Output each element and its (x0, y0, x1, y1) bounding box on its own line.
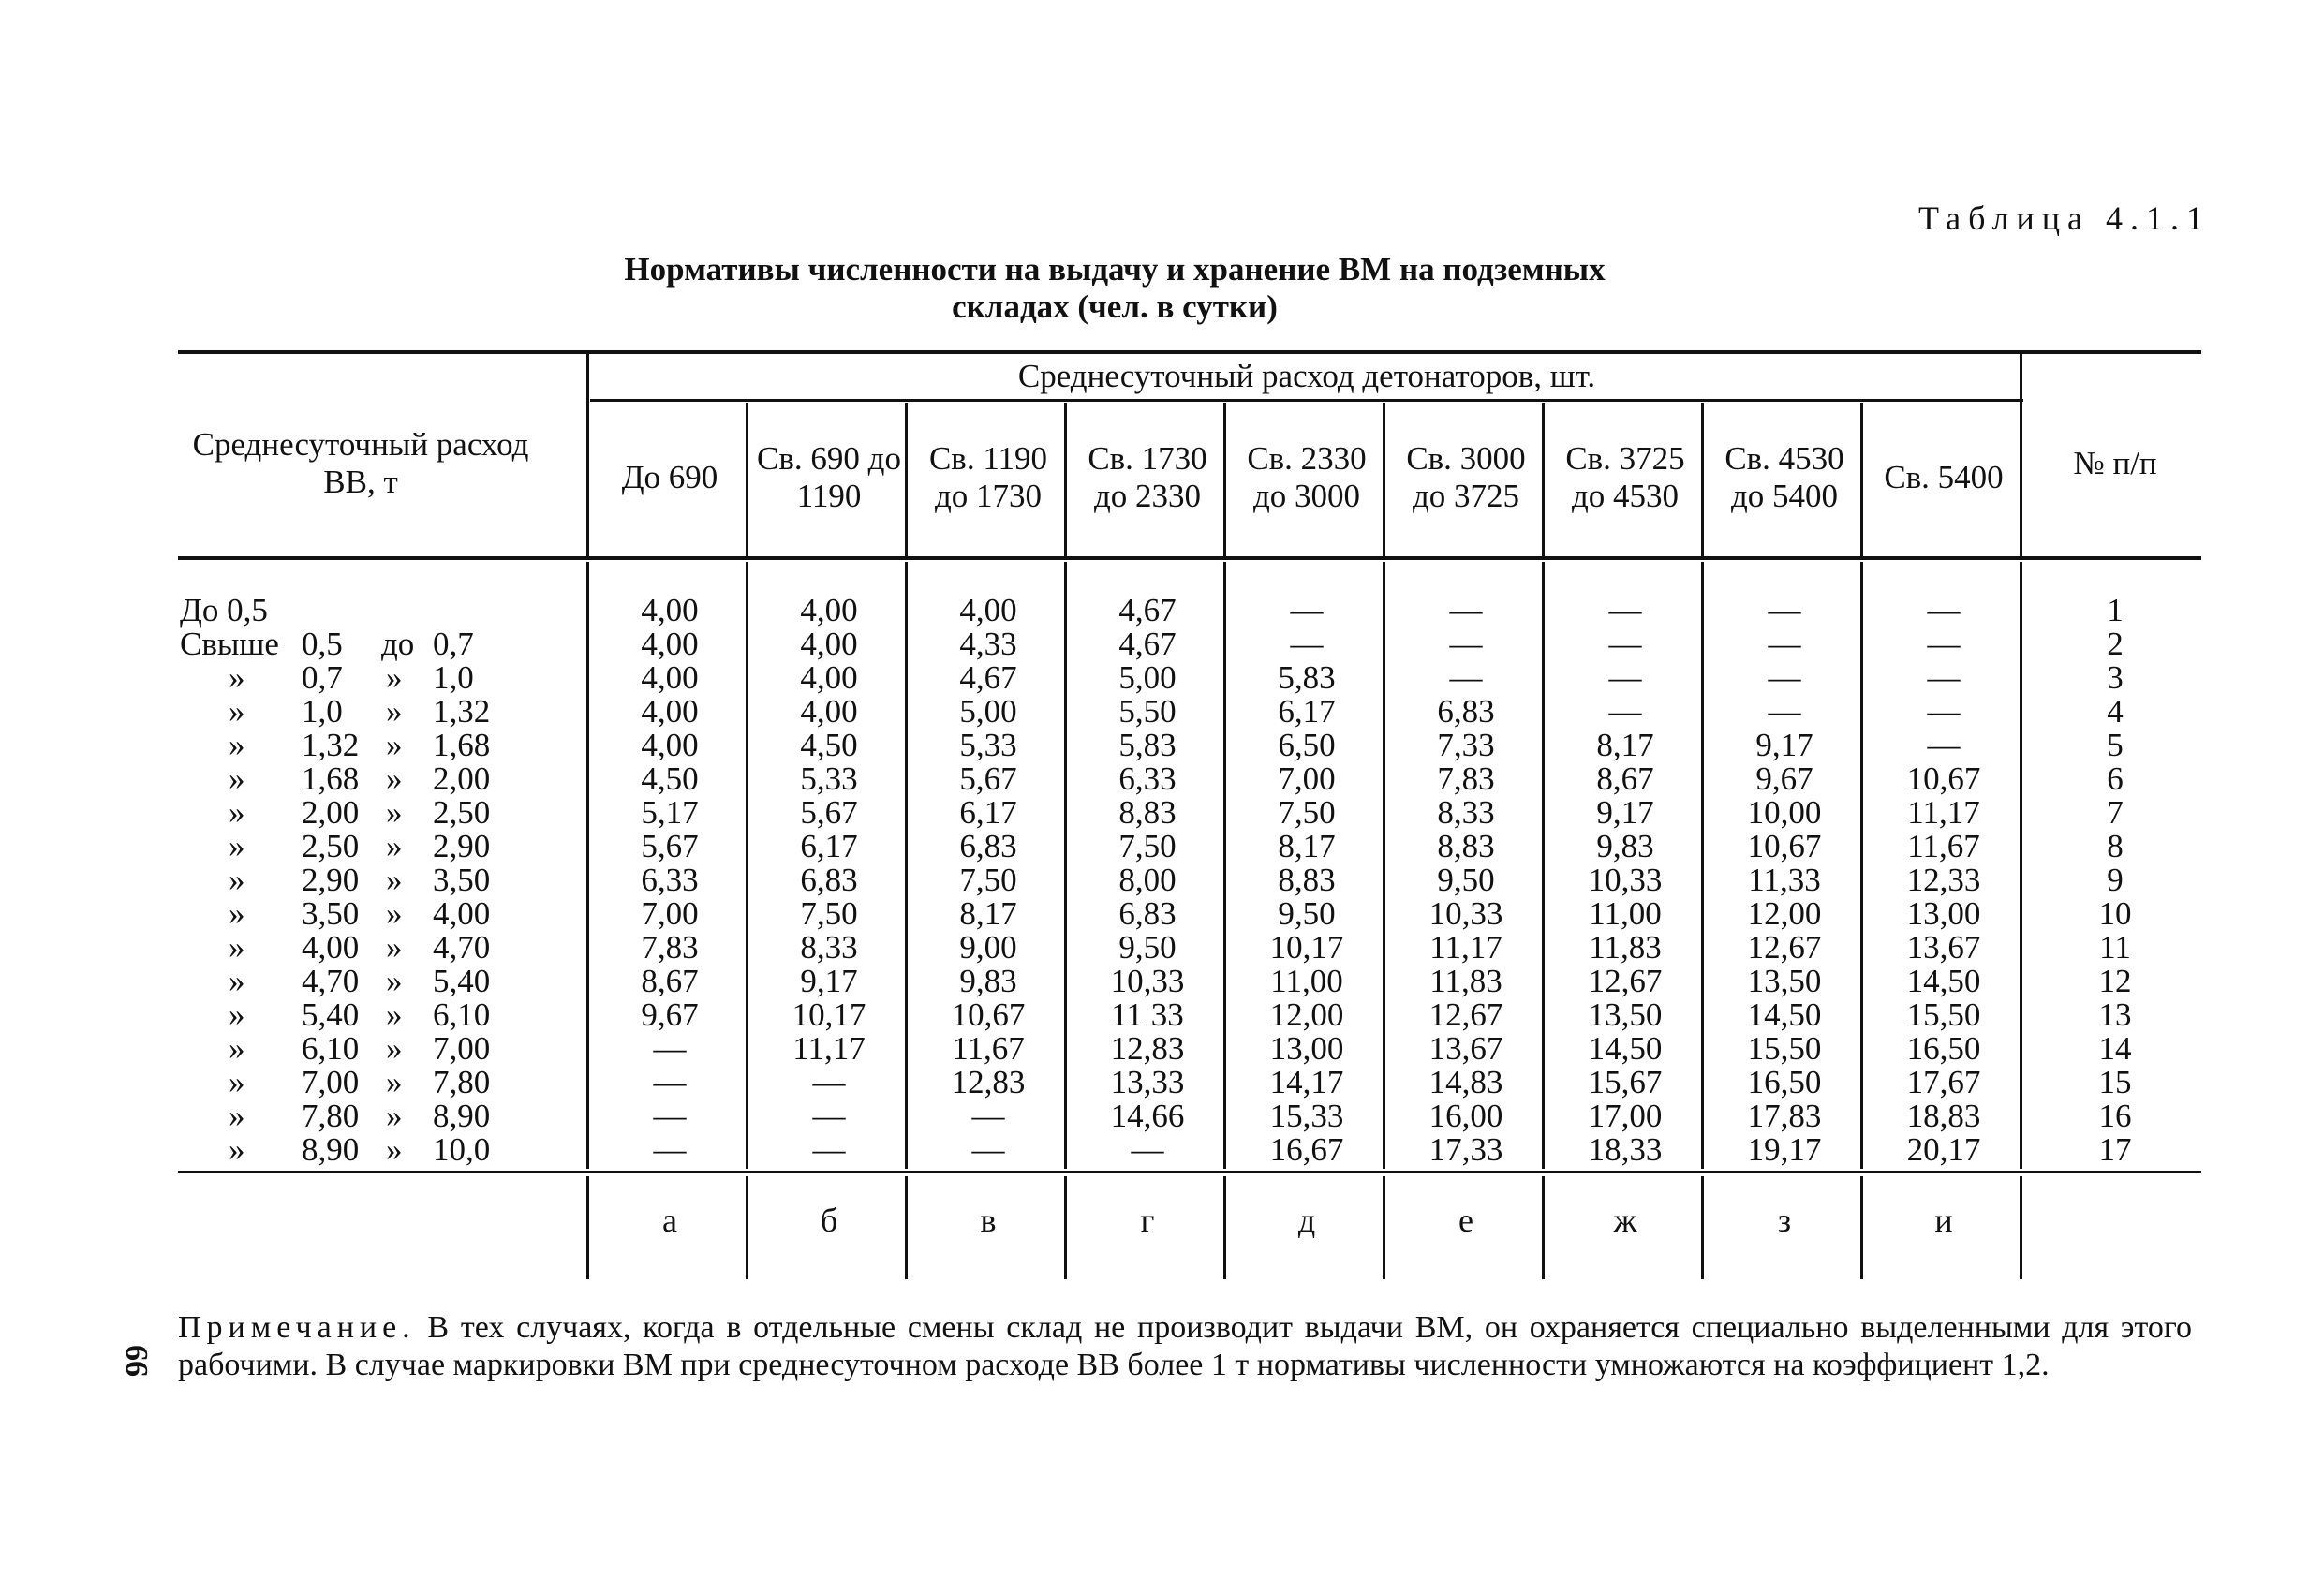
table-cell: 5,33 (959, 727, 1017, 763)
table-cell: 4,00 (641, 626, 699, 662)
table-title (600, 251, 1630, 326)
table-cell: — (1608, 592, 1642, 628)
table-cell: 13,33 (1110, 1064, 1185, 1100)
table-cell: 4,33 (959, 626, 1017, 662)
table-cell: 7,83 (1437, 760, 1495, 797)
table-cell: 6,17 (959, 794, 1017, 831)
table-cell: 13,50 (1588, 996, 1663, 1033)
table-cell: 11,17 (792, 1030, 866, 1067)
row-number: 13 (2098, 996, 2132, 1033)
column-letter: д (1297, 1202, 1316, 1239)
table-cell: 7,33 (1437, 727, 1495, 763)
row-label-to: 7,00 (433, 1030, 491, 1067)
row-label-ditto: » (229, 1131, 245, 1168)
table-cell: 7,00 (1278, 760, 1336, 797)
row-label-sep: » (386, 963, 403, 999)
table-cell: 4,00 (641, 659, 699, 696)
row-number: 8 (2107, 828, 2124, 864)
number-header: № п/п (2073, 445, 2157, 481)
table-cell: 20,17 (1906, 1131, 1981, 1168)
table-cell: 12,67 (1428, 996, 1503, 1033)
table-cell: — (812, 1064, 846, 1100)
table-cell: — (971, 1131, 1005, 1168)
row-number: 12 (2098, 963, 2132, 999)
table-cell: — (653, 1064, 687, 1100)
table-cell: 4,00 (641, 592, 699, 628)
table-cell: 17,83 (1747, 1098, 1822, 1134)
table-cell: 11,83 (1429, 963, 1502, 999)
row-number: 4 (2107, 693, 2124, 730)
row-number: 14 (2098, 1030, 2132, 1067)
table-cell: 6,33 (641, 862, 699, 898)
table-cell: 18,33 (1588, 1131, 1663, 1168)
table-cell: 13,67 (1906, 929, 1981, 966)
table-cell: 8,67 (1596, 760, 1654, 797)
row-label-ditto: » (229, 1030, 245, 1067)
table-cell: 9,83 (959, 963, 1017, 999)
col-header-a: До 690 (621, 459, 718, 495)
column-letter: б (820, 1202, 838, 1239)
table-cell: — (1131, 1131, 1164, 1168)
row-number: 17 (2098, 1131, 2132, 1168)
table-cell: 19,17 (1747, 1131, 1822, 1168)
table-cell: — (812, 1131, 846, 1168)
row-label-from: 7,00 (302, 1064, 360, 1100)
table-cell: 11,67 (1907, 828, 1980, 864)
col-header-b: Св. 690 до 1190 (757, 440, 901, 514)
table-cell: 9,17 (1755, 727, 1813, 763)
table-cell: 8,17 (1278, 828, 1336, 864)
table-cell: 9,17 (800, 963, 858, 999)
table-cell: — (1927, 727, 1961, 763)
row-label-to: 1,68 (433, 727, 491, 763)
table-cell: 5,17 (641, 794, 699, 831)
row-label (180, 965, 573, 998)
row-label-to: 1,0 (433, 659, 474, 696)
note-lead: Примечание. (178, 1310, 416, 1345)
row-label-ditto: » (229, 828, 245, 864)
table-label: Таблица 4.1.1 (1918, 199, 2211, 237)
row-label-from: 4,00 (302, 929, 360, 966)
table-cell: 8,83 (1278, 862, 1336, 898)
table-cell: 4,00 (800, 659, 858, 696)
row-label-to: 10,0 (433, 1131, 491, 1168)
table-cell: 6,83 (800, 862, 858, 898)
top-rule (178, 350, 2201, 354)
row-label (180, 661, 573, 695)
row-label-from: 1,0 (302, 693, 343, 730)
row-label-prefix: Свыше (180, 626, 279, 662)
row-label-to: 0,7 (433, 626, 474, 662)
row-label (180, 1066, 573, 1099)
table-cell: 15,33 (1269, 1098, 1344, 1134)
table-cell: 10,67 (1906, 760, 1981, 797)
table-cell: 6,17 (1278, 693, 1336, 730)
table-cell: 13,67 (1428, 1030, 1503, 1067)
row-label-sep: » (386, 760, 403, 797)
table-cell: 9,00 (959, 929, 1017, 966)
table-cell: 8,17 (1596, 727, 1654, 763)
row-label (180, 998, 573, 1032)
table-cell: 13,00 (1906, 895, 1981, 932)
table-cell: 4,50 (641, 760, 699, 797)
table-cell: 10,33 (1110, 963, 1185, 999)
table-cell: 6,17 (800, 828, 858, 864)
table-cell: — (1927, 626, 1961, 662)
table-cell: — (1290, 592, 1324, 628)
row-number: 9 (2107, 862, 2124, 898)
row-label-ditto: » (229, 727, 245, 763)
row-label-sep: » (386, 895, 403, 932)
table-cell: 4,67 (1118, 626, 1177, 662)
table-cell: 16,50 (1747, 1064, 1822, 1100)
row-label-sep: » (386, 659, 403, 696)
row-label-from: 1,68 (302, 760, 360, 797)
row-number: 11 (2099, 929, 2131, 966)
table-cell: 14,66 (1110, 1098, 1185, 1134)
table-cell: 16,67 (1269, 1131, 1344, 1168)
table-cell: 8,83 (1118, 794, 1177, 831)
row-label (180, 830, 573, 863)
row-label-sep: » (386, 693, 403, 730)
table-cell: 4,00 (800, 592, 858, 628)
table-cell: 7,50 (1278, 794, 1336, 831)
row-label-sep: до (381, 626, 415, 662)
table-cell: — (1608, 693, 1642, 730)
row-label-from: 0,7 (302, 659, 343, 696)
row-label-from: 3,50 (302, 895, 360, 932)
table-cell: 5,83 (1118, 727, 1177, 763)
row-label-sep: » (386, 828, 403, 864)
table-cell: 10,33 (1428, 895, 1503, 932)
row-label (180, 897, 573, 931)
table-cell: — (1927, 693, 1961, 730)
table-cell: 4,00 (641, 693, 699, 730)
table-cell: 9,50 (1437, 862, 1495, 898)
divider-footer-0 (586, 1176, 589, 1279)
table-cell: 8,17 (959, 895, 1017, 932)
row-label-to: 2,50 (433, 794, 491, 831)
table-cell: 5,67 (641, 828, 699, 864)
row-label-to: 2,90 (433, 828, 491, 864)
row-header: Среднесуточный расход ВВ, т (192, 426, 529, 500)
table-cell: 4,00 (800, 693, 858, 730)
table-cell: 14,50 (1747, 996, 1822, 1033)
row-label-from: 7,80 (302, 1098, 360, 1134)
table-cell: — (1768, 659, 1801, 696)
table-cell: — (1927, 659, 1961, 696)
table-cell: 10,33 (1588, 862, 1663, 898)
row-label-to: 3,50 (433, 862, 491, 898)
table-cell: 11,00 (1589, 895, 1662, 932)
table-cell: 13,00 (1269, 1030, 1344, 1067)
table-cell: 11,17 (1429, 929, 1502, 966)
table-cell: 10,17 (1269, 929, 1344, 966)
table-cell: — (653, 1131, 687, 1168)
table-cell: 10,17 (792, 996, 866, 1033)
row-label-ditto: » (229, 929, 245, 966)
header-bottom-rule (178, 556, 2201, 560)
row-number: 15 (2098, 1064, 2132, 1100)
divider-header-left (586, 354, 589, 556)
row-label-sep: » (386, 1064, 403, 1100)
row-label-sep: » (386, 1030, 403, 1067)
row-label-from: 2,50 (302, 828, 360, 864)
row-label-to: 4,00 (433, 895, 491, 932)
row-label (180, 1032, 573, 1066)
row-label-to: 1,32 (433, 693, 491, 730)
row-label-text: До 0,5 (180, 592, 268, 628)
table-cell: 10,00 (1747, 794, 1822, 831)
row-label (180, 931, 573, 965)
row-label (180, 1133, 573, 1167)
group-header-rule (590, 399, 2023, 402)
col-header-i: Св. 5400 (1884, 459, 2004, 495)
table-cell: 9,67 (641, 996, 699, 1033)
title-line-1: Нормативы численности на выдачу и хранение ВМ на подземных (624, 251, 1606, 288)
table-cell: — (1449, 659, 1483, 696)
table-cell: 15,50 (1747, 1030, 1822, 1067)
table-cell: 17,67 (1906, 1064, 1981, 1100)
note (178, 1309, 2192, 1384)
row-label-ditto: » (229, 760, 245, 797)
table-cell: 14,50 (1588, 1030, 1663, 1067)
row-label (180, 627, 573, 661)
table-cell: — (812, 1098, 846, 1134)
table-cell: 12,33 (1906, 862, 1981, 898)
table-cell: 5,00 (1118, 659, 1177, 696)
table-cell: — (1768, 693, 1801, 730)
table-cell: 9,83 (1596, 828, 1654, 864)
divider-body-0 (586, 562, 589, 1169)
row-number: 1 (2107, 592, 2124, 628)
table-cell: 5,00 (959, 693, 1017, 730)
table-cell: 12,00 (1269, 996, 1344, 1033)
table-cell: 11,33 (1748, 862, 1821, 898)
row-label-ditto: » (229, 659, 245, 696)
row-number: 7 (2107, 794, 2124, 831)
row-label (180, 1099, 573, 1133)
table-cell: 11 33 (1111, 996, 1184, 1033)
table-cell: 4,00 (959, 592, 1017, 628)
table-cell: — (1290, 626, 1324, 662)
table-cell: 9,67 (1755, 760, 1813, 797)
row-label-ditto: » (229, 895, 245, 932)
row-number: 2 (2107, 626, 2124, 662)
table-cell: 11,67 (952, 1030, 1025, 1067)
note-text: В тех случаях, когда в отдельные смены склад не производит выдачи ВМ, он охраняется специально выделенными для этого рабочими. В случае маркировки ВМ при среднесуточном расходе ВВ более 1 т нормативы численности умножаются на коэффициент 1,2. (178, 1310, 2192, 1382)
row-number: 5 (2107, 727, 2124, 763)
col-header-v: Св. 1190 до 1730 (928, 440, 1048, 514)
row-label (180, 729, 573, 762)
row-label-ditto: » (229, 1098, 245, 1134)
table-cell: 9,17 (1596, 794, 1654, 831)
table-cell: 10,67 (951, 996, 1026, 1033)
page-number: 99 (120, 1345, 155, 1377)
table-cell: 12,83 (1110, 1030, 1185, 1067)
table-cell: 5,50 (1118, 693, 1177, 730)
col-header-e: Св. 3000 до 3725 (1406, 440, 1526, 514)
row-label-to: 6,10 (433, 996, 491, 1033)
table-cell: 6,83 (959, 828, 1017, 864)
row-number: 6 (2107, 760, 2124, 797)
table-cell: 5,67 (959, 760, 1017, 797)
table-cell: 14,50 (1906, 963, 1981, 999)
table-cell: 7,50 (800, 895, 858, 932)
column-letter: г (1140, 1202, 1155, 1239)
row-label-from: 6,10 (302, 1030, 360, 1067)
row-label (180, 695, 573, 729)
table-cell: 15,50 (1906, 996, 1981, 1033)
table-cell: 5,33 (800, 760, 858, 797)
table-cell: 4,67 (1118, 592, 1177, 628)
table-cell: 6,83 (1118, 895, 1177, 932)
table-cell: — (653, 1030, 687, 1067)
table-cell: 8,00 (1118, 862, 1177, 898)
table-cell: — (1449, 592, 1483, 628)
row-label-to: 7,80 (433, 1064, 491, 1100)
column-letter: и (1934, 1202, 1953, 1239)
table-cell: 6,50 (1278, 727, 1336, 763)
table-cell: 11,17 (1907, 794, 1980, 831)
column-letter: е (1458, 1202, 1473, 1239)
body-bottom-rule (178, 1171, 2201, 1173)
row-label-ditto: » (229, 693, 245, 730)
table-cell: — (1927, 592, 1961, 628)
table-cell: 7,83 (641, 929, 699, 966)
table-cell: — (1768, 592, 1801, 628)
table-cell: 18,83 (1906, 1098, 1981, 1134)
table-cell: 11,00 (1270, 963, 1343, 999)
row-label-sep: » (386, 727, 403, 763)
row-label-to: 8,90 (433, 1098, 491, 1134)
row-label-ditto: » (229, 862, 245, 898)
table-cell: 4,50 (800, 727, 858, 763)
table-cell: 17,33 (1428, 1131, 1503, 1168)
row-label-sep: » (386, 996, 403, 1033)
col-header-zh: Св. 3725 до 4530 (1565, 440, 1685, 514)
table-cell: 14,83 (1428, 1064, 1503, 1100)
table-cell: 11,83 (1589, 929, 1662, 966)
col-header-d: Св. 2330 до 3000 (1247, 440, 1367, 514)
row-label-ditto: » (229, 794, 245, 831)
table-cell: 7,50 (1118, 828, 1177, 864)
row-label (180, 762, 573, 796)
table-cell: 15,67 (1588, 1064, 1663, 1100)
table-cell: 7,50 (959, 862, 1017, 898)
title-line-2: складах (чел. в сутки) (952, 288, 1278, 325)
table-cell: 5,83 (1278, 659, 1336, 696)
table-cell: 12,83 (951, 1064, 1026, 1100)
row-label (180, 796, 573, 830)
table-cell: 9,50 (1278, 895, 1336, 932)
column-letter: з (1777, 1202, 1792, 1239)
row-label-to: 2,00 (433, 760, 491, 797)
table-cell: 5,67 (800, 794, 858, 831)
table-cell: 8,67 (641, 963, 699, 999)
table-cell: 12,67 (1747, 929, 1822, 966)
table-cell: 10,67 (1747, 828, 1822, 864)
row-label-sep: » (386, 929, 403, 966)
row-label (180, 863, 573, 897)
row-label-ditto: » (229, 1064, 245, 1100)
row-label-from: 5,40 (302, 996, 360, 1033)
row-number: 16 (2098, 1098, 2132, 1134)
table-cell: — (653, 1098, 687, 1134)
table-cell: 17,00 (1588, 1098, 1663, 1134)
table-cell: 9,50 (1118, 929, 1177, 966)
row-label-to: 5,40 (433, 963, 491, 999)
table-cell: 8,33 (800, 929, 858, 966)
table-cell: 6,83 (1437, 693, 1495, 730)
row-label-ditto: » (229, 963, 245, 999)
row-label-from: 8,90 (302, 1131, 360, 1168)
col-header-g: Св. 1730 до 2330 (1088, 440, 1207, 514)
table-cell: 8,33 (1437, 794, 1495, 831)
row-label-from: 2,00 (302, 794, 360, 831)
column-letter: в (980, 1202, 997, 1239)
row-label-to: 4,70 (433, 929, 491, 966)
row-label-from: 1,32 (302, 727, 360, 763)
table-cell: 13,50 (1747, 963, 1822, 999)
table-cell: 4,67 (959, 659, 1017, 696)
table-cell: — (1608, 659, 1642, 696)
row-number: 3 (2107, 659, 2124, 696)
table-cell: — (971, 1098, 1005, 1134)
col-header-z: Св. 4530 до 5400 (1724, 440, 1844, 514)
table-cell: 16,50 (1906, 1030, 1981, 1067)
row-label-ditto: » (229, 996, 245, 1033)
row-label-from: 0,5 (302, 626, 343, 662)
column-letter: а (662, 1202, 677, 1239)
table-cell: 16,00 (1428, 1098, 1503, 1134)
table-cell: 12,00 (1747, 895, 1822, 932)
table-cell: 14,17 (1269, 1064, 1344, 1100)
table-cell: 12,67 (1588, 963, 1663, 999)
row-label-sep: » (386, 794, 403, 831)
table-cell: 6,33 (1118, 760, 1177, 797)
table-cell: — (1768, 626, 1801, 662)
table-cell: — (1449, 626, 1483, 662)
table-cell: 7,00 (641, 895, 699, 932)
table-cell: 4,00 (800, 626, 858, 662)
row-label-sep: » (386, 1098, 403, 1134)
group-header: Среднесуточный расход детонаторов, шт. (1017, 358, 1596, 394)
row-label-sep: » (386, 1131, 403, 1168)
row-label-sep: » (386, 862, 403, 898)
table-cell: 4,00 (641, 727, 699, 763)
table-cell: 8,83 (1437, 828, 1495, 864)
row-label (180, 594, 573, 627)
column-letter: ж (1613, 1202, 1637, 1239)
row-number: 10 (2098, 895, 2132, 932)
row-label-from: 2,90 (302, 862, 360, 898)
row-label-from: 4,70 (302, 963, 360, 999)
table-cell: — (1608, 626, 1642, 662)
